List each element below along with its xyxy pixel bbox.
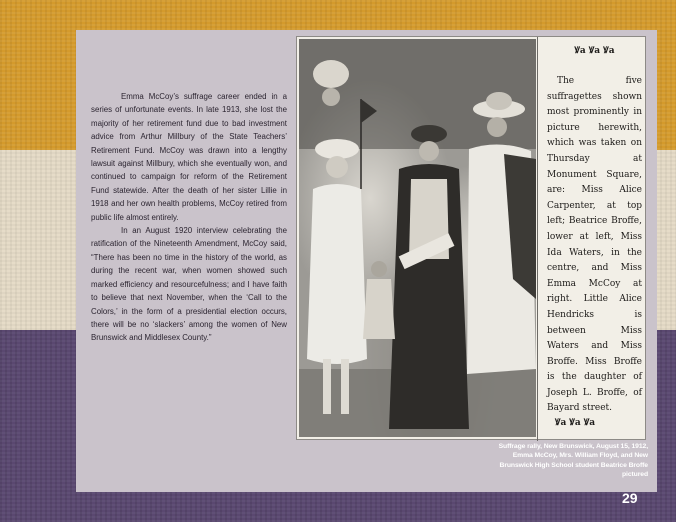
page-number: 29 bbox=[622, 490, 638, 506]
ornament-bottom: Ꝟa Ꝟa Ꝟa bbox=[555, 418, 596, 428]
clipping-text: The five suffragettes shown most prominently in picture herewith, which was taken on Thursday at Monument Square, are: Miss Alice Carpenter, at top left; Beatrice Broffe, lower at left, Miss Ida Waters, in the centre, and Miss Emma McCoy at right. Little Alice Hendricks is between Miss Waters and Miss Broffe. Miss Broffe is the daughter of Joseph L. Broffe, of Bayard street. bbox=[547, 76, 642, 414]
clipping-column bbox=[547, 43, 642, 417]
photo-figures bbox=[299, 39, 536, 437]
ornament-top: Ꝟa Ꝟa Ꝟa bbox=[574, 46, 615, 56]
body-text bbox=[91, 90, 287, 345]
column-rule bbox=[537, 37, 538, 441]
historic-photo bbox=[299, 39, 536, 437]
photo-caption: Suffrage rally, New Brunswick, August 15, 1912, Emma McCoy, Mrs. William Floyd, and New Brunswick High School student Beatrice Broffe pictured bbox=[498, 443, 648, 478]
body-paragraph-1: Emma McCoy’s suffrage career ended in a series of unfortunate events. In late 1913, she lost the majority of her retirement fund due to bad investment advice from Arthur Millbury of the State Teachers’ Retirement Fund. McCoy was drawn into a lengthy lawsuit against Millbury, which she eventually won, and continued to campaign for reform of the Retirement Fund statewide. After the death of her sister Lillie in 1918 and her own health problems, McCoy retired from public life almost entirely. bbox=[91, 92, 287, 222]
newspaper-clipping bbox=[296, 36, 646, 440]
body-paragraph-2: In an August 1920 interview celebrating the ratification of the Nineteenth Amendment, McCoy said, “There has been no time in the history of the world, as during the recent war, when women showed such marked efficiency and resourcefulness; and I have faith to believe that next November, when the ‘Call to the Colors,’ in the form of a presidential election occurs, there will be no ‘slackers’ among the women of New Brunswick and Middlesex County.” bbox=[91, 226, 287, 343]
